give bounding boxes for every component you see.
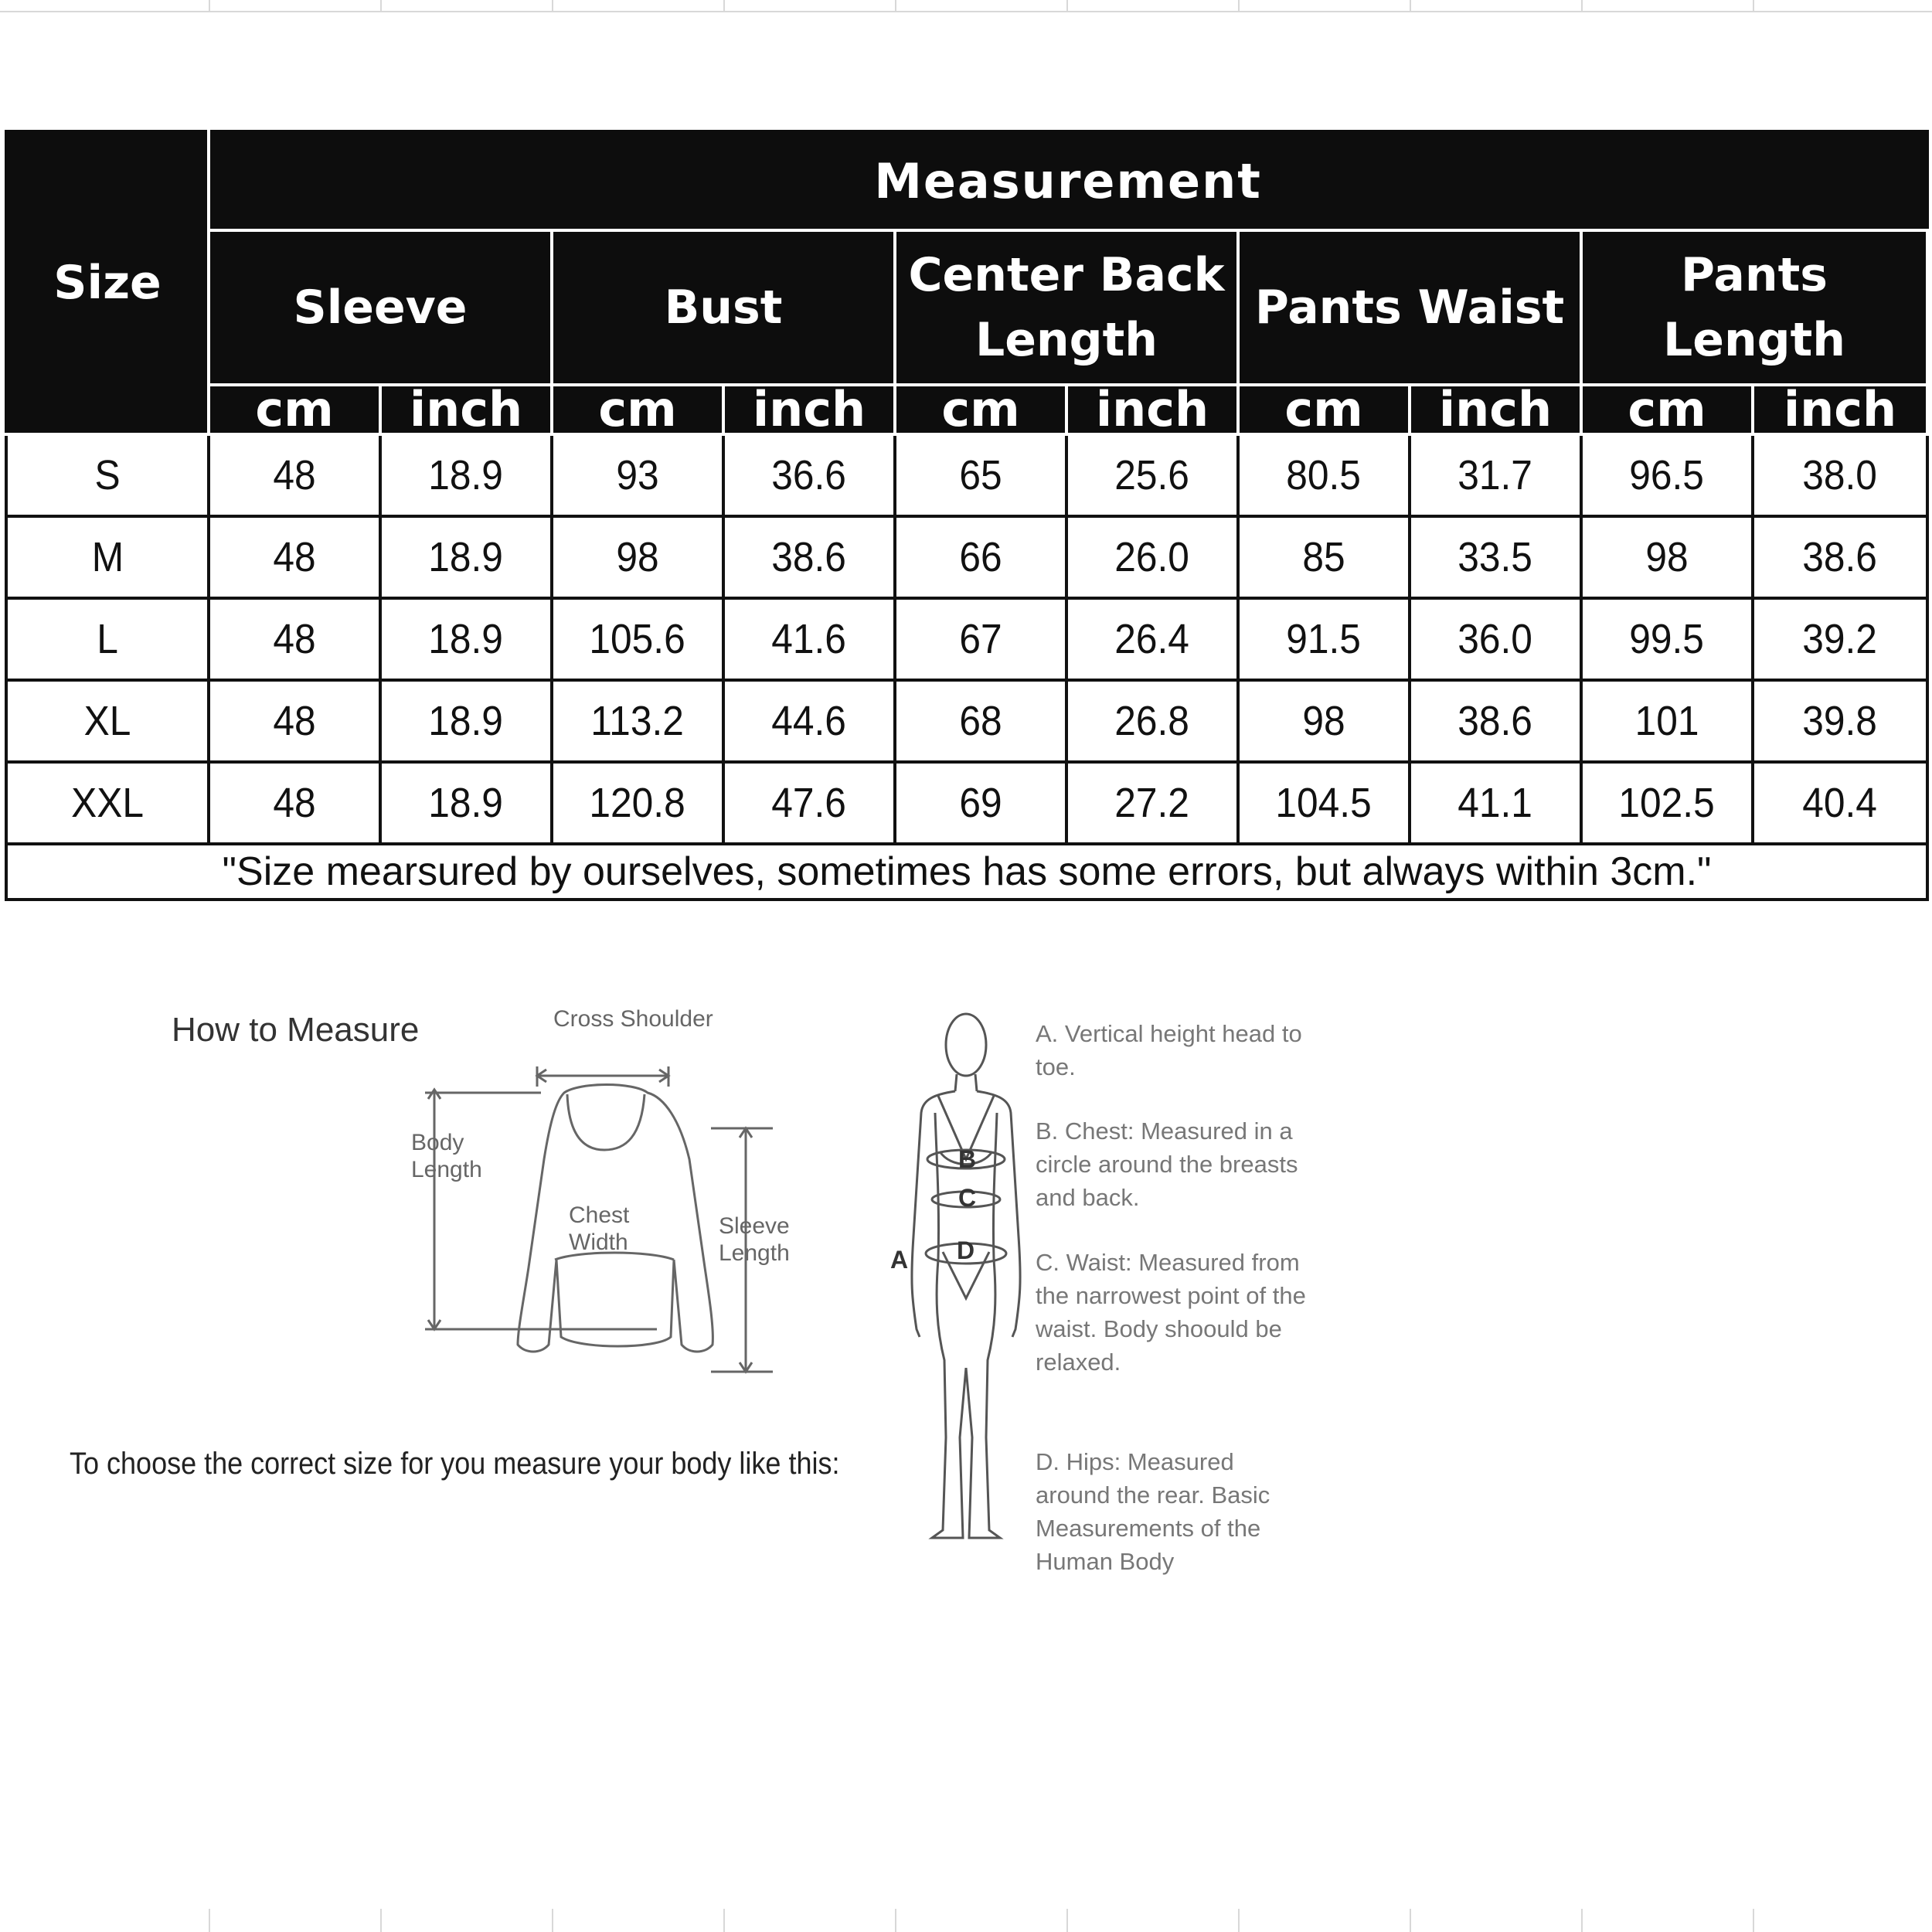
body-letter-a: A	[890, 1246, 909, 1274]
unit-header: inch	[1410, 385, 1581, 434]
group-header-pants-length: Pants Length	[1581, 230, 1927, 385]
size-cell: XXL	[6, 762, 209, 844]
value-cell: 38.6	[1753, 516, 1927, 598]
value-cell: 44.6	[723, 680, 895, 762]
value-cell: 85	[1238, 516, 1410, 598]
value-cell: 39.2	[1753, 598, 1927, 680]
value-cell: 33.5	[1410, 516, 1581, 598]
value-cell: 68	[895, 680, 1066, 762]
value-cell: 48	[209, 516, 380, 598]
value-cell: 18.9	[380, 434, 552, 516]
cross-shoulder-label: Cross Shoulder	[553, 1006, 713, 1032]
value-cell: 38.6	[723, 516, 895, 598]
value-cell: 26.0	[1066, 516, 1238, 598]
body-letter-b: B	[958, 1145, 977, 1173]
value-cell: 41.6	[723, 598, 895, 680]
value-cell: 47.6	[723, 762, 895, 844]
size-cell: L	[6, 598, 209, 680]
value-cell: 102.5	[1581, 762, 1753, 844]
value-cell: 120.8	[552, 762, 723, 844]
value-cell: 36.6	[723, 434, 895, 516]
value-cell: 99.5	[1581, 598, 1753, 680]
size-cell: XL	[6, 680, 209, 762]
size-cell: S	[6, 434, 209, 516]
value-cell: 91.5	[1238, 598, 1410, 680]
group-header-sleeve: Sleeve	[209, 230, 552, 385]
unit-header: cm	[895, 385, 1066, 434]
value-cell: 93	[552, 434, 723, 516]
value-cell: 98	[1581, 516, 1753, 598]
value-cell: 105.6	[552, 598, 723, 680]
unit-header: inch	[1753, 385, 1927, 434]
value-cell: 39.8	[1753, 680, 1927, 762]
unit-header: inch	[723, 385, 895, 434]
measure-caption: To choose the correct size for you measure your body like this:	[70, 1447, 840, 1481]
measure-note-c: C. Waist: Measured from the narrowest point of the waist. Body shoould be relaxed.	[1036, 1249, 1306, 1376]
table-row	[6, 598, 1927, 680]
body-length-label: Body Length	[411, 1130, 482, 1182]
value-cell: 113.2	[552, 680, 723, 762]
group-header-pants-waist: Pants Waist	[1238, 230, 1581, 385]
table-row	[6, 680, 1927, 762]
value-cell: 80.5	[1238, 434, 1410, 516]
table-row	[6, 762, 1927, 844]
value-cell: 41.1	[1410, 762, 1581, 844]
value-cell: 98	[552, 516, 723, 598]
size-column-header: Size	[6, 131, 209, 434]
size-chart-table	[5, 130, 1929, 901]
size-cell: M	[6, 516, 209, 598]
measure-note-d: D. Hips: Measured around the rear. Basic Measurements of the Human Body	[1036, 1448, 1270, 1575]
value-cell: 26.4	[1066, 598, 1238, 680]
unit-header: cm	[1238, 385, 1410, 434]
size-note: "Size mearsured by ourselves, sometimes has some errors, but always within 3cm."	[6, 844, 1927, 900]
body-figure-diagram	[889, 1005, 1028, 1553]
value-cell: 27.2	[1066, 762, 1238, 844]
spreadsheet-grid-top	[0, 0, 1932, 12]
how-to-measure-title: How to Measure	[172, 1011, 420, 1049]
value-cell: 48	[209, 598, 380, 680]
value-cell: 18.9	[380, 680, 552, 762]
measurement-header: Measurement	[209, 131, 1927, 230]
unit-header: inch	[380, 385, 552, 434]
value-cell: 101	[1581, 680, 1753, 762]
body-letter-d: D	[957, 1236, 975, 1264]
value-cell: 18.9	[380, 516, 552, 598]
table-row	[6, 434, 1927, 516]
value-cell: 18.9	[380, 762, 552, 844]
value-cell: 65	[895, 434, 1066, 516]
value-cell: 66	[895, 516, 1066, 598]
value-cell: 31.7	[1410, 434, 1581, 516]
unit-header: inch	[1066, 385, 1238, 434]
group-header-bust: Bust	[552, 230, 895, 385]
unit-header: cm	[552, 385, 723, 434]
spreadsheet-grid-bottom	[0, 1909, 1932, 1932]
value-cell: 38.0	[1753, 434, 1927, 516]
value-cell: 25.6	[1066, 434, 1238, 516]
table-note-row	[6, 844, 1927, 900]
value-cell: 96.5	[1581, 434, 1753, 516]
sleeve-length-label: Sleeve Length	[719, 1213, 790, 1266]
value-cell: 38.6	[1410, 680, 1581, 762]
body-letter-c: C	[958, 1184, 977, 1212]
unit-header: cm	[1581, 385, 1753, 434]
measure-note-a: A. Vertical height head to toe.	[1036, 1020, 1302, 1080]
value-cell: 104.5	[1238, 762, 1410, 844]
value-cell: 18.9	[380, 598, 552, 680]
value-cell: 48	[209, 762, 380, 844]
unit-header: cm	[209, 385, 380, 434]
chest-width-label: Chest Width	[569, 1202, 630, 1255]
group-header-center-back-length: Center Back Length	[895, 230, 1238, 385]
value-cell: 26.8	[1066, 680, 1238, 762]
value-cell: 67	[895, 598, 1066, 680]
table-row	[6, 516, 1927, 598]
measure-note-b: B. Chest: Measured in a circle around the breasts and back.	[1036, 1117, 1298, 1211]
value-cell: 48	[209, 434, 380, 516]
value-cell: 98	[1238, 680, 1410, 762]
value-cell: 69	[895, 762, 1066, 844]
value-cell: 36.0	[1410, 598, 1581, 680]
value-cell: 40.4	[1753, 762, 1927, 844]
value-cell: 48	[209, 680, 380, 762]
